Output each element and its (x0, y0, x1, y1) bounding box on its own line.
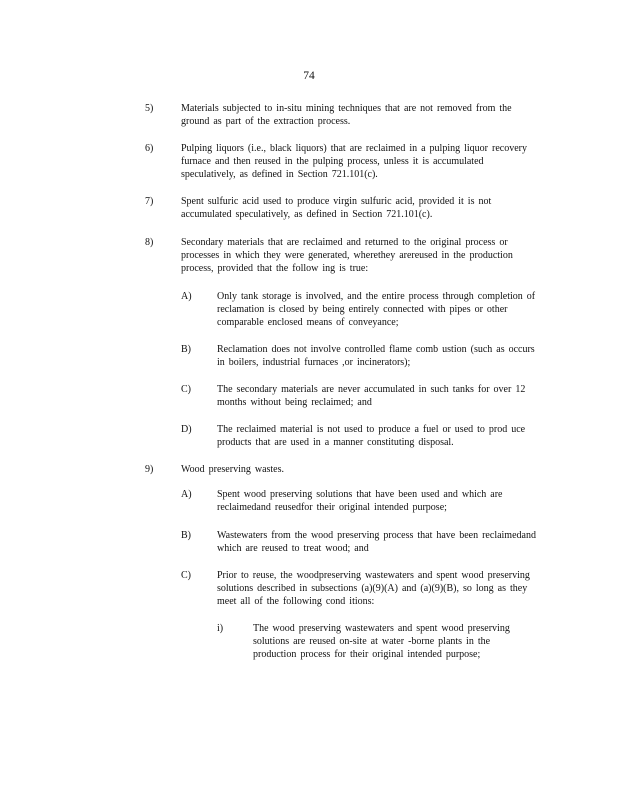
item-number: A) (181, 489, 192, 500)
item-text: Wastewaters from the wood preserving process that have been reclaimedand which are reused to treat wood; and (217, 530, 536, 555)
item-number: 8) (145, 237, 154, 248)
item-number: i) (217, 623, 224, 634)
item-number: D) (181, 424, 192, 435)
page-number: 74 (303, 70, 315, 82)
item-text: Wood preserving wastes. (181, 464, 285, 475)
item-number: C) (181, 570, 191, 581)
item-text: The wood preserving wastewaters and spent wood preserving solutions are reused on-site at water -borne plants in the production process for their original intended purpose; (253, 623, 510, 661)
item-number: 9) (145, 464, 154, 475)
item-text: Spent wood preserving solutions that have been used and which are reclaimedand reusedfor their original intended purpose; (217, 489, 503, 514)
item-number: 7) (145, 196, 154, 207)
item-number: A) (181, 291, 192, 302)
item-text: Prior to reuse, the woodpreserving wastewaters and spent wood preserving solutions described in subsections (a)(9)(A) and (a)(9)(B), so long as they meet all of the following cond itions: (217, 570, 530, 608)
item-number: B) (181, 530, 191, 541)
item-text: The secondary materials are never accumulated in such tanks for over 12 months without being reclaimed; and (217, 384, 526, 409)
item-number: 6) (145, 143, 154, 154)
item-number: 5) (145, 103, 154, 114)
item-text: The reclaimed material is not used to produce a fuel or used to prod uce products that are used in a manner constituting disposal. (217, 424, 526, 449)
item-text: Materials subjected to in-situ mining techniques that are not removed from the ground as part of the extraction process. (181, 103, 512, 128)
item-number: C) (181, 384, 191, 395)
item-text: Secondary materials that are reclaimed and returned to the original process or processes in which they were generated, wherethey arereused in the production process, provided that the follow ing is true: (181, 237, 513, 275)
item-text: Only tank storage is involved, and the entire process through completion of reclamation is closed by being entirely connected with pipes or other comparable enclosed means of conveyance; (217, 291, 536, 329)
item-text: Pulping liquors (i.e., black liquors) that are reclaimed in a pulping liquor recovery furnace and then reused in the pulping process, unless it is accumulated speculatively, as defined in Section 721.101(c). (181, 143, 527, 181)
item-text: Spent sulfuric acid used to produce virgin sulfuric acid, provided it is not accumulated speculatively, as defined in Section 721.101(c). (181, 196, 492, 221)
item-text: Reclamation does not involve controlled flame comb ustion (such as occurs in boilers, industrial furnaces ,or incinerators); (217, 344, 535, 369)
item-number: B) (181, 344, 191, 355)
